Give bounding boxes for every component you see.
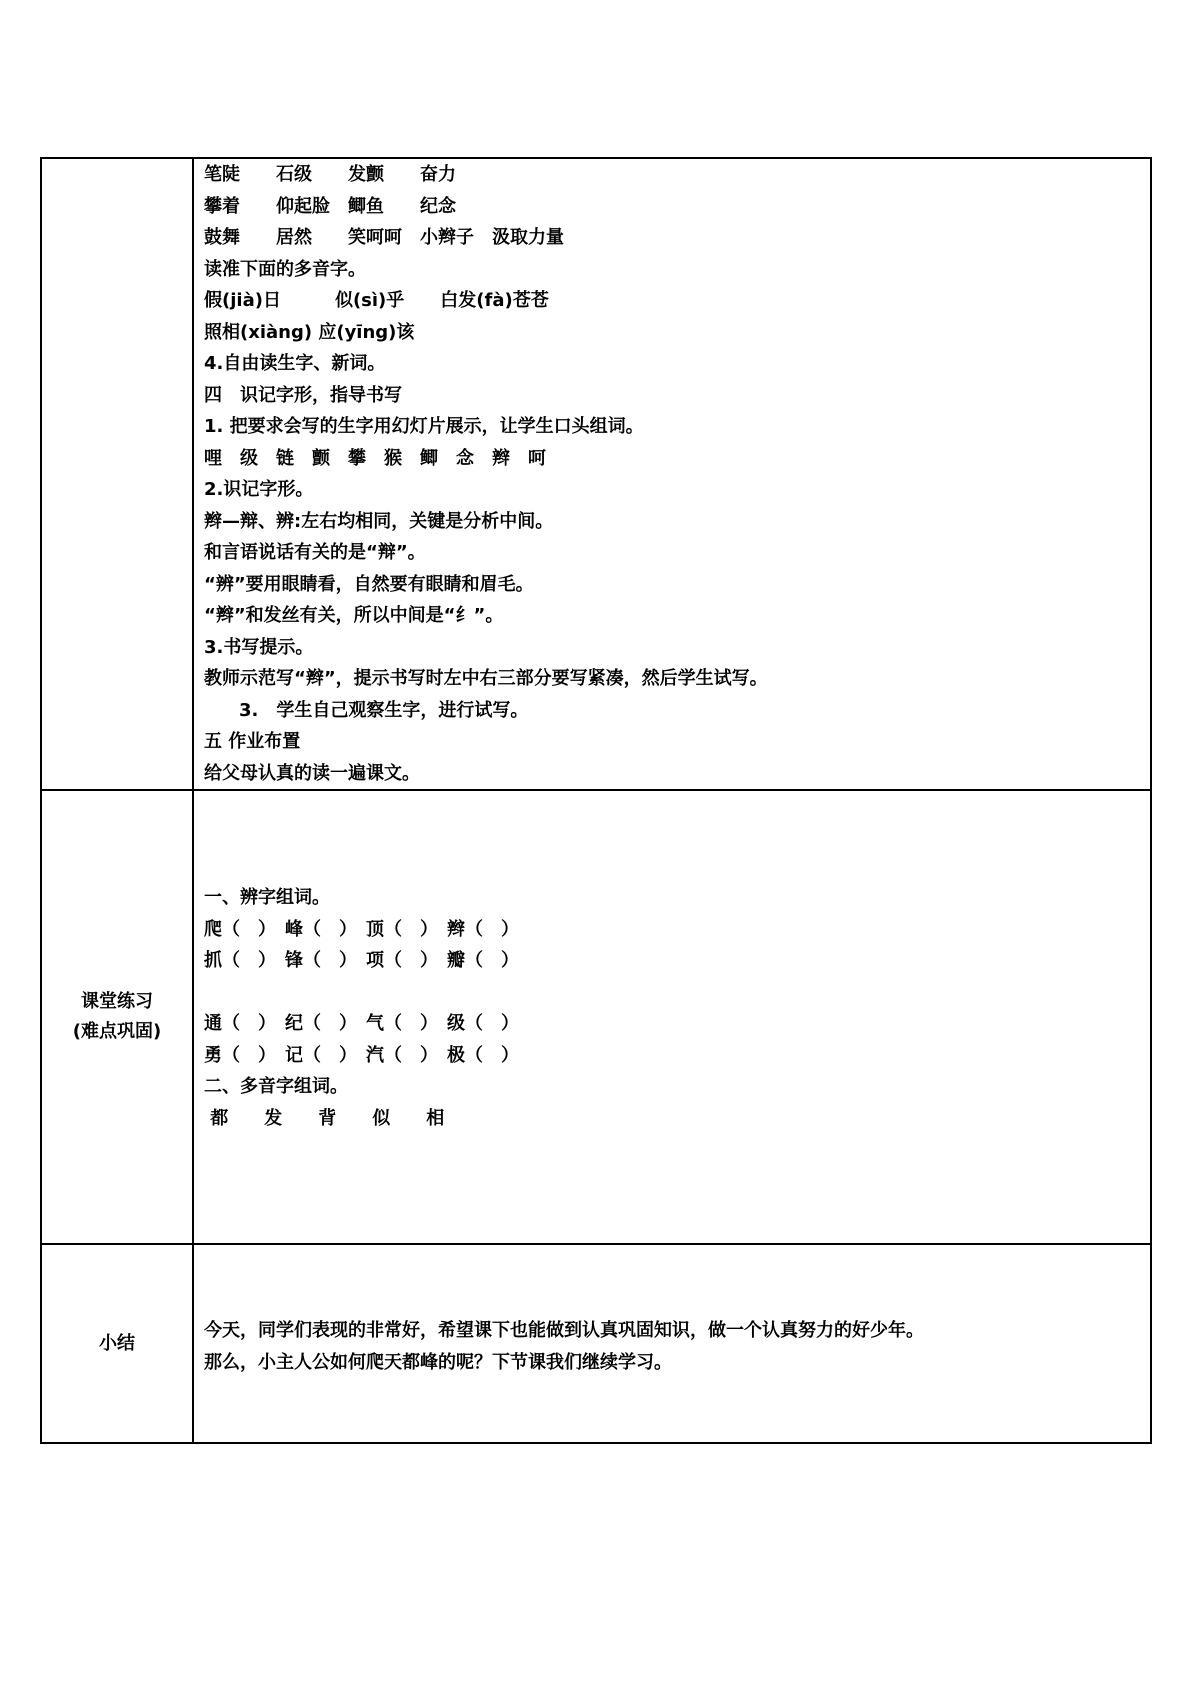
practice-content-cell (193, 790, 1151, 1244)
summary-label-cell (41, 1244, 193, 1443)
content-line: 辫—辩、辨:左右均相同，关键是分析中间。 (204, 510, 554, 532)
content-line: 1. 把要求会写的生字用幻灯片展示，让学生口头组词。 (204, 416, 644, 437)
lesson-plan-table (40, 157, 1152, 1444)
section-heading: 四 识记字形，指导书写 (204, 384, 402, 406)
exercise-line: 勇（ ） 记（ ） 汽（ ） 极（ ） (204, 1044, 519, 1066)
content-line: 教师示范写“辫”，提示书写时左中右三部分要写紧凑，然后学生试写。 (204, 668, 768, 689)
practice-label-line2: (难点巩固) (72, 1021, 162, 1042)
content-line: 笔陡 石级 发颤 奋力 (204, 164, 456, 185)
content-line: 攀着 仰起脸 鲫鱼 纪念 (204, 195, 456, 217)
content-line: 哩 级 链 颤 攀 猴 鲫 念 辫 呵 (204, 447, 546, 469)
content-line: 读准下面的多音字。 (204, 258, 366, 280)
practice-row (41, 790, 1151, 1244)
teaching-content-cell (193, 158, 1151, 790)
content-line: 假(jià)日 似(sì)乎 白发(fà)苍苍 (204, 290, 549, 311)
content-line: “辫”和发丝有关，所以中间是“纟”。 (204, 605, 504, 626)
exercise-line: 通（ ） 纪（ ） 气（ ） 级（ ） (204, 1013, 519, 1034)
practice-label-cell (41, 790, 193, 1244)
teaching-content (194, 159, 1150, 789)
content-line: 鼓舞 居然 笑呵呵 小辫子 汲取力量 (204, 227, 564, 248)
exercise-line: 抓（ ） 锋（ ） 项（ ） 瓣（ ） (204, 950, 519, 971)
summary-line: 那么，小主人公如何爬天都峰的呢？下节课我们继续学习。 (204, 1351, 672, 1373)
practice-label-line1: 课堂练习 (81, 991, 153, 1012)
content-line: “辨”要用眼睛看，自然要有眼睛和眉毛。 (204, 573, 534, 595)
summary-line: 今天，同学们表现的非常好，希望课下也能做到认真巩固知识，做一个认真努力的好少年。 (204, 1320, 924, 1341)
exercise-line: 都 发 背 似 相 (204, 1107, 445, 1129)
summary-label: 小结 (99, 1332, 135, 1354)
exercise-heading: 一、辨字组词。 (204, 887, 330, 908)
content-line: 给父母认真的读一遍课文。 (204, 762, 420, 784)
exercise-heading: 二、多音字组词。 (204, 1076, 348, 1097)
blank-line (194, 977, 1150, 1009)
content-line: 和言语说话有关的是“辩”。 (204, 542, 426, 563)
content-line: 照相(xiàng) 应(yīng)该 (204, 321, 415, 343)
teaching-row (41, 158, 1151, 790)
teaching-label-cell (41, 158, 193, 790)
summary-content-cell (193, 1244, 1151, 1443)
content-line: 3.书写提示。 (204, 636, 314, 658)
content-line: 3. 学生自己观察生字，进行试写。 (239, 699, 529, 721)
content-line: 2.识记字形。 (204, 479, 314, 500)
exercise-line: 爬（ ） 峰（ ） 顶（ ） 辫（ ） (204, 918, 519, 940)
section-heading: 五 作业布置 (204, 731, 301, 752)
summary-row (41, 1244, 1151, 1443)
content-line: 4.自由读生字、新词。 (204, 353, 386, 374)
